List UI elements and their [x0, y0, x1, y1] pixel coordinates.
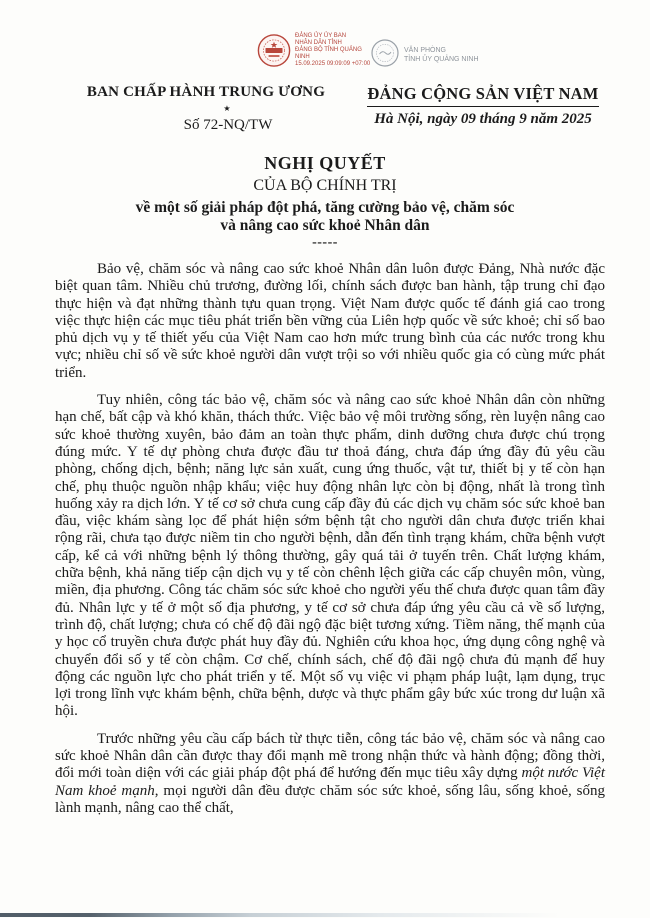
party-block [352, 84, 614, 128]
document-body [55, 261, 605, 827]
paragraph-1-text: Bảo vệ, chăm sóc và nâng cao sức khoẻ Nhân dân luôn được Đảng, Nhà nước đặc biệt quan tâm. Nhiều chủ trương, đường lối, chính sách được ban hành, tập trung chỉ đạo thực hiện và đạt những thành tựu quan trọng. Việt Nam được quốc tế đánh giá cao trong việc thực hiện các mục tiêu phát triển bền vững của Liên hợp quốc về sức khoẻ; chỉ số bao phủ dịch vụ y tế thiết yếu của Việt Nam cao hơn mức trung bình của các nước trong khu vực; nhiều chỉ số về sức khoẻ người dân vượt trội so với nhiều quốc gia có cùng mức phát triển. [55, 261, 605, 381]
paragraph-3-text-after: , mọi người dân đều được chăm sóc sức khoẻ, sống lâu, sống khoẻ, sống lành mạnh, nâng cao thể chất, [55, 782, 605, 816]
title-authority: CỦA BỘ CHÍNH TRỊ [253, 177, 397, 194]
paragraph-2 [55, 392, 605, 721]
place-date-line: Hà Nội, ngày 09 tháng 9 năm 2025 [374, 111, 592, 127]
red-stamp-line: NINH [295, 54, 310, 60]
star-separator-icon: ★ [223, 104, 231, 113]
paragraph-2-text: Tuy nhiên, công tác bảo vệ, chăm sóc và nâng cao sức khoẻ Nhân dân còn những hạn chế, bất cập và khó khăn, thách thức. Việc bảo vệ môi trường sống, rèn luyện nâng cao sức khoẻ thường xuyên, bảo đảm an toàn thực phẩm, dinh dưỡng chưa được chú trọng đúng mức. Y tế dự phòng chưa được đầu tư thoả đáng, chưa đáp ứng đầy đủ yêu cầu phòng, chống dịch, bệnh; năng lực sản xuất, cung ứng thuốc, vật tư, thiết bị y tế còn hạn chế, phụ thuộc nguồn nhập khẩu; việc huy động nhân lực còn bị động, nhất là trong tình huống xảy ra dịch lớn. Y tế cơ sở chưa cung cấp đầy đủ các dịch vụ chăm sóc sức khoẻ ban đầu, việc khám sàng lọc để phát hiện sớm bệnh tật cho người dân chưa được triển khai rộng rãi, chưa tạo được niềm tin cho người bệnh, dẫn đến tình trạng khám, chữa bệnh vượt cấp, kể cả với những bệnh lý thông thường, gây quá tải ở tuyến trên. Chất lượng khám, chữa bệnh, khả năng tiếp cận dịch vụ y tế còn chênh lệch giữa các cấp chuyên môn, vùng, miền, địa phương. Công tác chăm sóc sức khoẻ cho người yếu thế chưa được quan tâm đầy đủ. Nhân lực y tế ở một số địa phương, y tế cơ sở chưa đáp ứng yêu cầu cả về số lượng, trình độ, chất lượng; chưa có chế độ đãi ngộ đặc biệt tương xứng. Tiềm năng, thế mạnh của y học cổ truyền chưa được phát huy đầy đủ. Nghiên cứu khoa học, ứng dụng công nghệ và chuyển đổi số y tế còn chậm. Cơ chế, chính sách, chế độ đãi ngộ chưa đủ mạnh để huy động các nguồn lực cho phát triển y tế. Một số vụ việc vi phạm pháp luật, lạm dụng, trục lợi trong lĩnh vực khám bệnh, chữa bệnh, dược và thực phẩm gây bức xúc trong dư luận xã hội. [55, 392, 605, 720]
title-doc-type: NGHỊ QUYẾT [264, 153, 386, 173]
gray-stamp-text [404, 47, 479, 64]
red-stamp-line: ĐẢNG BỘ TỈNH QUẢNG [295, 47, 362, 53]
red-stamp-text [295, 32, 370, 68]
gray-seal-icon [371, 39, 399, 72]
digital-signature-stamp-gray [371, 39, 479, 72]
digital-signature-stamp-red [257, 32, 370, 73]
party-name: ĐẢNG CỘNG SẢN VIỆT NAM [367, 84, 598, 107]
document-title-block [0, 153, 650, 248]
red-stamp-line: NHÂN DÂN TỈNH [295, 40, 342, 46]
title-subject-line-2: và nâng cao sức khoẻ Nhân dân [220, 217, 430, 234]
title-subject-line-1: về một số giải pháp đột phá, tăng cường bảo vệ, chăm sóc [135, 199, 515, 216]
paragraph-3-text-before: Trước những yêu cầu cấp bách từ thực tiễn, công tác bảo vệ, chăm sóc và nâng cao sức khoẻ Nhân dân cần được thay đổi mạnh mẽ trong nhận thức và hành động; đồng thời, đổi mới toàn diện với các giải pháp đột phá để hướng đến mục tiêu xây dựng [55, 730, 605, 782]
red-seal-icon [257, 32, 291, 73]
gray-stamp-line: VĂN PHÒNG [404, 47, 447, 54]
paragraph-1 [55, 261, 605, 382]
gray-stamp-line: TỈNH ỦY QUẢNG NINH [404, 55, 479, 63]
paragraph-3-italic-phrase: một nước Việt Nam khoẻ mạnh [55, 765, 606, 799]
document-number: Số 72-NQ/TW [183, 117, 273, 133]
title-divider: ----- [312, 235, 338, 250]
paragraph-3 [55, 731, 605, 817]
red-stamp-timestamp: 15.09.2025 09:09:09 +07:00 [295, 61, 371, 67]
scan-artifact-line [0, 913, 560, 917]
issuing-body-block [48, 84, 364, 134]
red-stamp-line: ĐẢNG ỦY ỦY BAN [295, 33, 347, 39]
issuing-body: BAN CHẤP HÀNH TRUNG ƯƠNG [86, 84, 326, 100]
